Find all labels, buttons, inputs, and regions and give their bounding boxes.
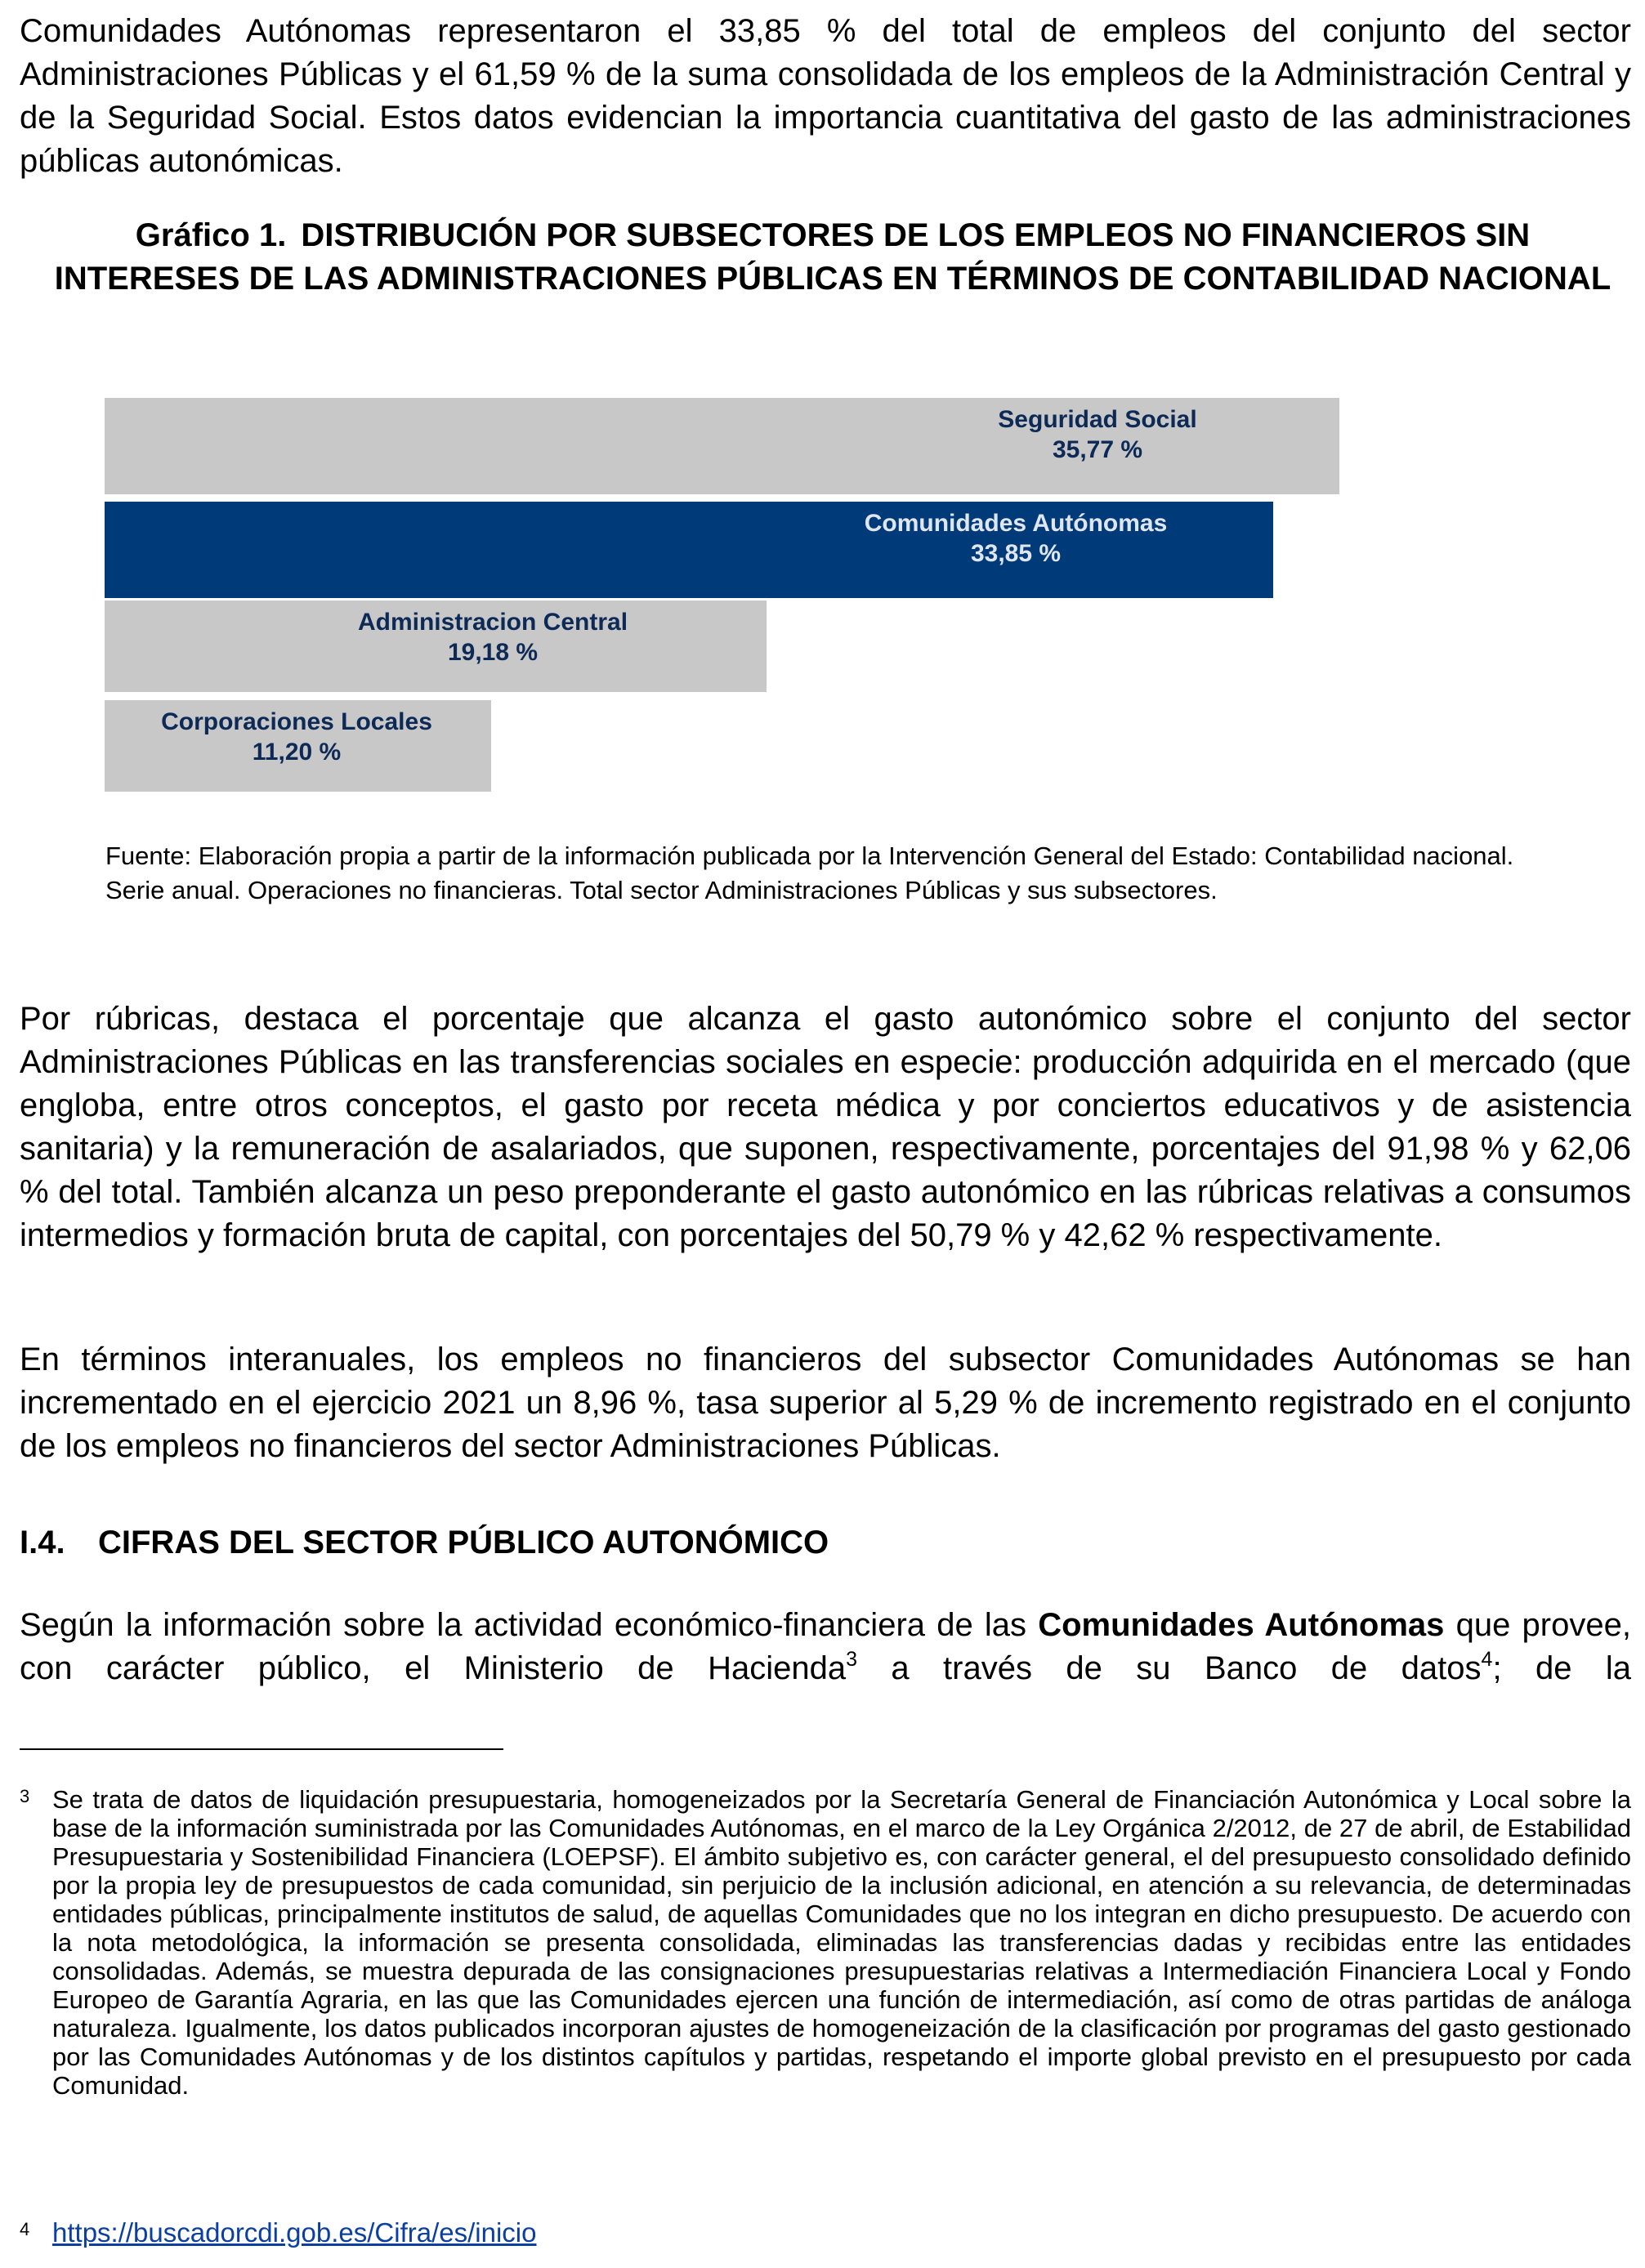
chart-source-note: Fuente: Elaboración propia a partir de la información publicada por la Intervención General del Estado: Contabilidad nacional. Serie anual. Operaciones no financieras. Total sector Administraciones Públicas y sus subsectores. xyxy=(105,842,1514,904)
paragraph-rubricas: Por rúbricas, destaca el porcentaje que alcanza el gasto autonómico sobre el conjunto del sector Administraciones Públicas en las transferencias sociales en especie: producción adquirida en el mercado (que engloba, entre otros conceptos, el gasto por receta médica y por conciertos educativos y de asistencia sanitaria) y la remuneración de asalariados, que suponen, respectivamente, porcentajes del 91,98 % y 62,06 % del total. También alcanza un peso preponderante el gasto autonómico en las rúbricas relativas a consumos intermedios y formación bruta de capital, con porcentajes del 50,79 % y 42,62 % respectivamente. xyxy=(20,1001,1631,1253)
bar-value-label: 35,77 % xyxy=(1052,436,1143,463)
segun-text-3: a través de su Banco de datos xyxy=(857,1650,1482,1686)
bar-seguridad-social xyxy=(105,398,1339,494)
chart-number: Gráfico 1. xyxy=(135,217,287,253)
section-title: CIFRAS DEL SECTOR PÚBLICO AUTONÓMICO xyxy=(98,1525,829,1560)
footnote-divider xyxy=(20,1748,503,1750)
footnote-text: Se trata de datos de liquidación presupuestaria, homogeneizados por la Secretaría General de Financiación Autonómica y Local sobre la base de la información suministrada por las Comunidades Autónomas, en el marco de la Ley Orgánica 2/2012, de 27 de abril, de Estabilidad Presupuestaria y Sostenibilidad Financiera (LOEPSF). El ámbito subjetivo es, con carácter general, el del presupuesto consolidado definido por la propia ley de presupuestos de cada comunidad, sin perjuicio de la inclusión adicional, en atención a su relevancia, de determinadas entidades públicas, principalmente institutos de salud, de aquellas Comunidades que no los integran en dicho presupuesto. De acuerdo con la nota metodológica, la información se presenta consolidada, eliminadas las transferencias dadas y recibidas entre las entidades consolidadas. Además, se muestra depurada de las consignaciones presupuestarias relativas a Intermediación Financiera Local y Fondo Europeo de Garantía Agraria, en las que las Comunidades ejercen una función de intermediación, así como de otras partidas de análoga naturaleza. Igualmente, los datos publicados incorporan ajustes de homogeneización de la clasificación por programas del gasto gestionado por las Comunidades Autónomas y de los distintos capítulos y partidas, respetando el importe global previsto en el presupuesto por cada Comunidad. xyxy=(52,1785,1631,2100)
footnote-ref-3[interactable]: 3 xyxy=(846,1647,857,1671)
section-number: I.4. xyxy=(20,1525,65,1560)
bar-value-label: 19,18 % xyxy=(447,639,539,666)
bar-corporaciones-locales xyxy=(105,700,491,792)
chart-title xyxy=(44,214,1621,301)
segun-bold: Comunidades Autónomas xyxy=(1038,1607,1445,1643)
paragraph-segun xyxy=(20,1604,1631,1690)
footnote-ref-4[interactable]: 4 xyxy=(1481,1647,1493,1671)
bar-comunidades-autonomas xyxy=(105,502,1273,598)
bar-category-label: Administracion Central xyxy=(357,609,628,636)
bar-value-label: 11,20 % xyxy=(252,739,342,766)
footnote-4 xyxy=(20,2218,1631,2248)
bar-value-label: 33,85 % xyxy=(970,540,1062,567)
bar-category-label: Comunidades Autónomas xyxy=(864,510,1168,537)
footnote-link[interactable]: https://buscadorcdi.gob.es/Cifra/es/inicio xyxy=(52,2217,537,2248)
footnote-3 xyxy=(20,1785,1631,2100)
bar-category-label: Seguridad Social xyxy=(998,406,1197,433)
section-heading xyxy=(20,1521,829,1565)
footnote-mark: 4 xyxy=(20,2219,30,2239)
bar-chart xyxy=(105,398,1363,790)
bar-label xyxy=(133,707,460,767)
bar-category-label: Corporaciones Locales xyxy=(161,708,432,735)
intro-paragraph: Comunidades Autónomas representaron el 33,85 % del total de empleos del conjunto del sector Administraciones Públicas y el 61,59 % de la suma consolidada de los empleos de la Administración Central y de la Seguridad Social. Estos datos evidencian la importancia cuantitativa del gasto de las administraciones públicas autonómicas. xyxy=(20,13,1631,179)
bar-label xyxy=(329,607,656,667)
bar-label xyxy=(852,508,1179,569)
bar-administracion-central xyxy=(105,600,767,692)
segun-text-2: que provee, con carácter público, el Ministerio de Hacienda xyxy=(20,1607,1631,1686)
footnote-mark: 3 xyxy=(20,1786,30,1806)
segun-text-1: Según la información sobre la actividad económico-financiera de las xyxy=(20,1607,1039,1643)
chart-title-text: DISTRIBUCIÓN POR SUBSECTORES DE LOS EMPLEOS NO FINANCIEROS SIN INTERESES DE LAS ADMINISTRACIONES PÚBLICAS EN TÉRMINOS DE CONTABILIDAD NACIONAL xyxy=(54,217,1611,297)
segun-text-4: ; de la xyxy=(1492,1650,1631,1686)
bar-label xyxy=(934,404,1261,465)
paragraph-interanual: En términos interanuales, los empleos no financieros del subsector Comunidades Autónomas se han incrementado en el ejercicio 2021 un 8,96 %, tasa superior al 5,29 % de incremento registrado en el conjunto de los empleos no financieros del sector Administraciones Públicas. xyxy=(20,1342,1631,1464)
